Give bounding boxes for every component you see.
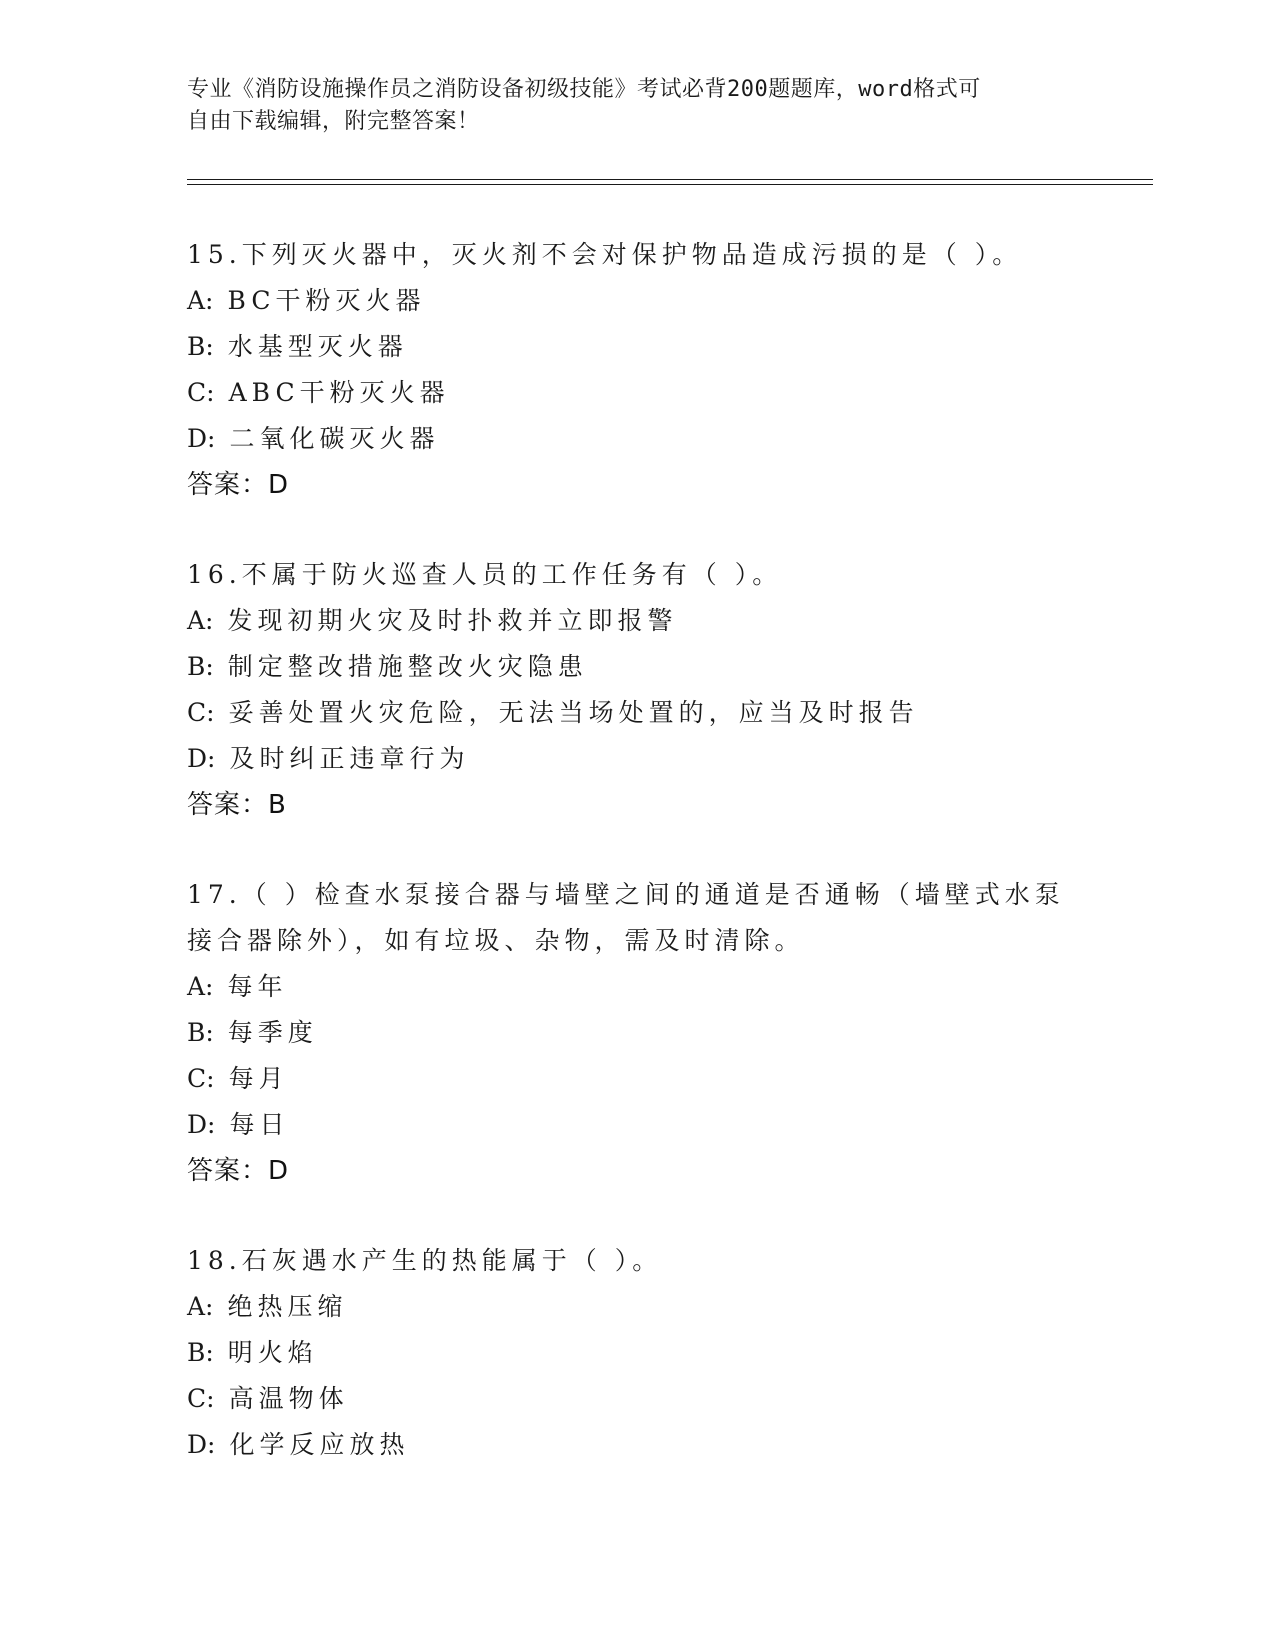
- option-letter: C:: [187, 378, 215, 407]
- option-letter: B:: [187, 652, 214, 681]
- answer-line: 答案：D: [187, 1156, 290, 1186]
- option-a: [187, 278, 1087, 324]
- question-stem: 15.下列灭火器中，灭火剂不会对保护物品造成污损的是（ ）。: [187, 240, 1023, 269]
- question-list: [187, 232, 1087, 1468]
- option-text: 绝热压缩: [227, 1292, 348, 1321]
- option-letter: C:: [187, 1064, 215, 1093]
- question-stem: 18.石灰遇水产生的热能属于（ ）。: [187, 1246, 663, 1275]
- question-stem: 16.不属于防火巡查人员的工作任务有（ ）。: [187, 560, 783, 589]
- option-b: [187, 644, 1087, 690]
- header-line-2: 自由下载编辑，附完整答案！: [187, 109, 480, 134]
- option-text: 及时纠正违章行为: [229, 744, 470, 773]
- option-text: 明火焰: [227, 1338, 318, 1367]
- option-b: [187, 1010, 1087, 1056]
- option-b: [187, 324, 1087, 370]
- option-letter: A:: [187, 972, 214, 1001]
- question-16: [187, 552, 1087, 828]
- option-text: 二氧化碳灭火器: [229, 424, 440, 453]
- option-letter: D:: [187, 424, 216, 453]
- option-d: [187, 1102, 1087, 1148]
- option-text: BC干粉灭火器: [227, 286, 426, 315]
- header-divider-top: [187, 179, 1153, 180]
- option-letter: C:: [187, 698, 215, 727]
- option-d: [187, 416, 1087, 462]
- option-text: 制定整改措施整改火灾隐患: [227, 652, 588, 681]
- option-b: [187, 1330, 1087, 1376]
- option-letter: C:: [187, 1384, 215, 1413]
- option-c: [187, 1056, 1087, 1102]
- question-18: [187, 1238, 1087, 1468]
- answer-line: 答案：B: [187, 790, 287, 820]
- option-text: 妥善处置火灾危险，无法当场处置的，应当及时报告: [228, 698, 919, 727]
- option-letter: B:: [187, 1018, 214, 1047]
- option-a: [187, 1284, 1087, 1330]
- option-text: 每年: [227, 972, 288, 1001]
- question-stem: 17.（ ）检查水泵接合器与墙壁之间的通道是否通畅（墙壁式水泵接合器除外），如有垃圾、杂物，需及时清除。: [187, 880, 1065, 955]
- option-letter: B:: [187, 1338, 214, 1367]
- option-letter: D:: [187, 744, 216, 773]
- header-divider-bottom: [187, 184, 1153, 185]
- option-text: 水基型灭火器: [227, 332, 408, 361]
- option-letter: D:: [187, 1110, 216, 1139]
- answer-line: 答案：D: [187, 470, 290, 500]
- option-letter: B:: [187, 332, 214, 361]
- option-c: [187, 690, 1087, 736]
- document-header: [187, 74, 1087, 138]
- option-c: [187, 370, 1087, 416]
- question-15: [187, 232, 1087, 508]
- question-17: [187, 872, 1087, 1194]
- header-line-1: 专业《消防设施操作员之消防设备初级技能》考试必背200题题库，word格式可: [187, 77, 981, 102]
- option-letter: A:: [187, 1292, 214, 1321]
- option-c: [187, 1376, 1087, 1422]
- option-text: 发现初期火灾及时扑救并立即报警: [227, 606, 678, 635]
- option-text: 化学反应放热: [229, 1430, 410, 1459]
- option-text: 高温物体: [228, 1384, 349, 1413]
- option-text: 每月: [228, 1064, 289, 1093]
- option-text: 每季度: [227, 1018, 318, 1047]
- option-text: 每日: [229, 1110, 290, 1139]
- option-a: [187, 964, 1087, 1010]
- option-text: ABC干粉灭火器: [228, 378, 450, 407]
- option-d: [187, 1422, 1087, 1468]
- option-letter: A:: [187, 606, 214, 635]
- option-letter: A:: [187, 286, 214, 315]
- option-letter: D:: [187, 1430, 216, 1459]
- option-a: [187, 598, 1087, 644]
- option-d: [187, 736, 1087, 782]
